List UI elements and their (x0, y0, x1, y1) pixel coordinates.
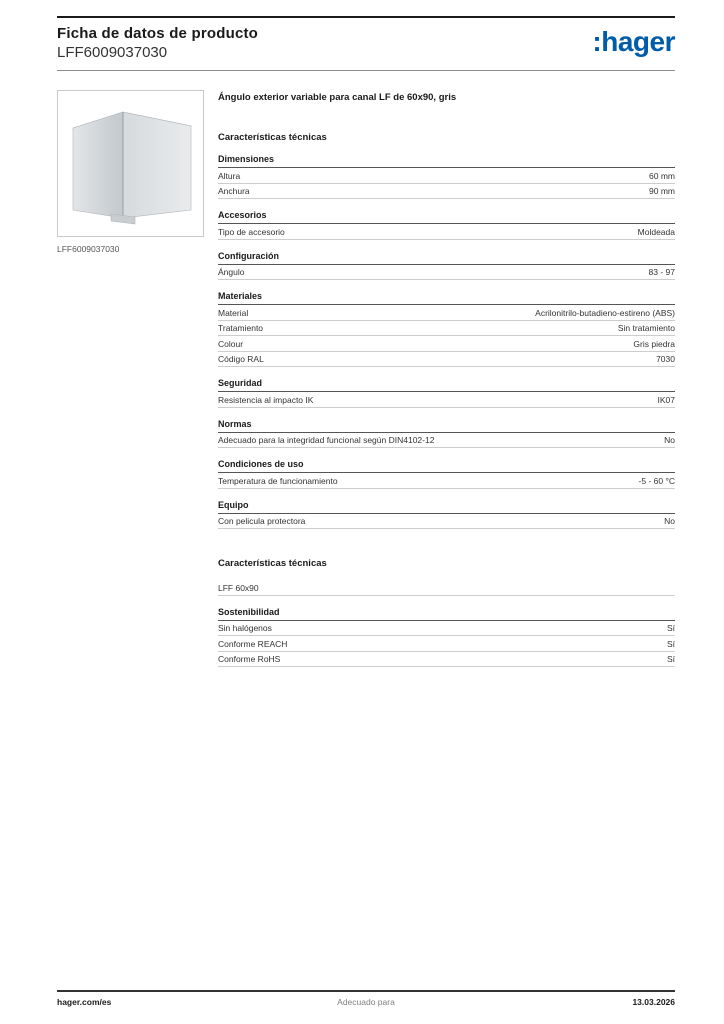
spec-section (218, 132, 675, 529)
spec-value: No (664, 435, 675, 445)
spec-row (218, 514, 675, 530)
spec-row (218, 184, 675, 200)
spec-group (218, 580, 675, 596)
document-product-code: LFF6009037030 (57, 44, 168, 61)
spec-row (218, 652, 675, 668)
page-footer (57, 990, 675, 1007)
spec-label: Conforme REACH (218, 638, 288, 649)
spec-group (218, 459, 675, 489)
spec-row (218, 392, 675, 408)
corner-trunking-illustration-icon (65, 98, 197, 230)
header-titles (57, 25, 258, 61)
spec-group-title: Normas (218, 419, 675, 433)
spec-group (218, 607, 675, 668)
spec-row (218, 224, 675, 240)
spec-label: Anchura (218, 186, 250, 196)
product-image (57, 90, 204, 237)
spec-label: LFF 60x90 (218, 582, 259, 593)
spec-row (218, 321, 675, 337)
spec-group-title: Dimensiones (218, 154, 675, 168)
spec-row (218, 336, 675, 352)
spec-row (218, 636, 675, 652)
hager-logo: :hager (592, 26, 675, 57)
spec-label: Ángulo (218, 267, 245, 277)
spec-value: Sí (666, 623, 675, 633)
section-heading: Características técnicas (218, 132, 327, 143)
product-title: Ángulo exterior variable para canal LF de 60x90, gris (218, 92, 457, 103)
spec-row (218, 352, 675, 368)
spec-label: Temperatura de funcionamiento (218, 475, 338, 486)
footer-date: 13.03.2026 (632, 997, 675, 1007)
product-image-column (57, 90, 204, 254)
spec-value: Moldeada (637, 226, 675, 237)
spec-group (218, 378, 675, 408)
spec-value: Sin tratamiento (617, 323, 675, 333)
spec-group (218, 419, 675, 449)
spec-label: Con pelicula protectora (218, 516, 306, 526)
spec-group-title: Seguridad (218, 378, 675, 392)
spec-value: No (664, 516, 675, 526)
spec-row (218, 305, 675, 321)
spec-value: Sí (666, 638, 675, 649)
page-header (57, 16, 675, 71)
spec-label: Altura (218, 170, 241, 181)
spec-group-title: Materiales (218, 291, 675, 305)
spec-label: Tipo de accesorio (218, 226, 285, 237)
spec-value: 83 - 97 (648, 267, 675, 277)
section-heading: Características técnicas (218, 558, 327, 569)
spec-group-title: Condiciones de uso (218, 459, 675, 473)
spec-group (218, 251, 675, 281)
spec-label: Adecuado para la integridad funcional según DIN4102-12 (218, 435, 435, 445)
footer-website-link[interactable]: hager.com/es (57, 997, 112, 1007)
spec-group (218, 154, 675, 199)
spec-value: Gris piedra (633, 338, 675, 349)
spec-group-title: Equipo (218, 500, 675, 514)
spec-label: Material (218, 307, 249, 318)
spec-row (218, 433, 675, 449)
spec-group-title: Configuración (218, 251, 675, 265)
spec-value: IK07 (657, 394, 675, 405)
spec-value: Sí (666, 654, 675, 664)
spec-group (218, 210, 675, 240)
spec-value: 90 mm (649, 186, 675, 196)
spec-row (218, 265, 675, 281)
spec-value: 60 mm (649, 170, 675, 181)
spec-label: Tratamiento (218, 323, 264, 333)
spec-section (218, 558, 675, 667)
spec-label: Colour (218, 338, 244, 349)
spec-row (218, 168, 675, 184)
spec-value: -5 - 60 °C (638, 475, 675, 486)
spec-group (218, 500, 675, 530)
spec-value: 7030 (656, 354, 675, 364)
spec-label: Sin halógenos (218, 623, 272, 633)
spec-label: Resistencia al impacto IK (218, 394, 314, 405)
product-image-caption: LFF6009037030 (57, 244, 120, 254)
spec-label: Conforme RoHS (218, 654, 281, 664)
footer-note: Adecuado para (337, 997, 395, 1007)
spec-sections (218, 132, 675, 667)
spec-row (218, 621, 675, 637)
spec-label: Código RAL (218, 354, 264, 364)
spec-group-title: Sostenibilidad (218, 607, 675, 621)
spec-group-title: Accesorios (218, 210, 675, 224)
document-title: Ficha de datos de producto (57, 25, 259, 42)
spec-row (218, 580, 675, 596)
product-details (218, 92, 675, 667)
spec-value: Acrilonitrilo-butadieno-estireno (ABS) (535, 307, 675, 318)
spec-row (218, 473, 675, 489)
spec-group (218, 291, 675, 367)
